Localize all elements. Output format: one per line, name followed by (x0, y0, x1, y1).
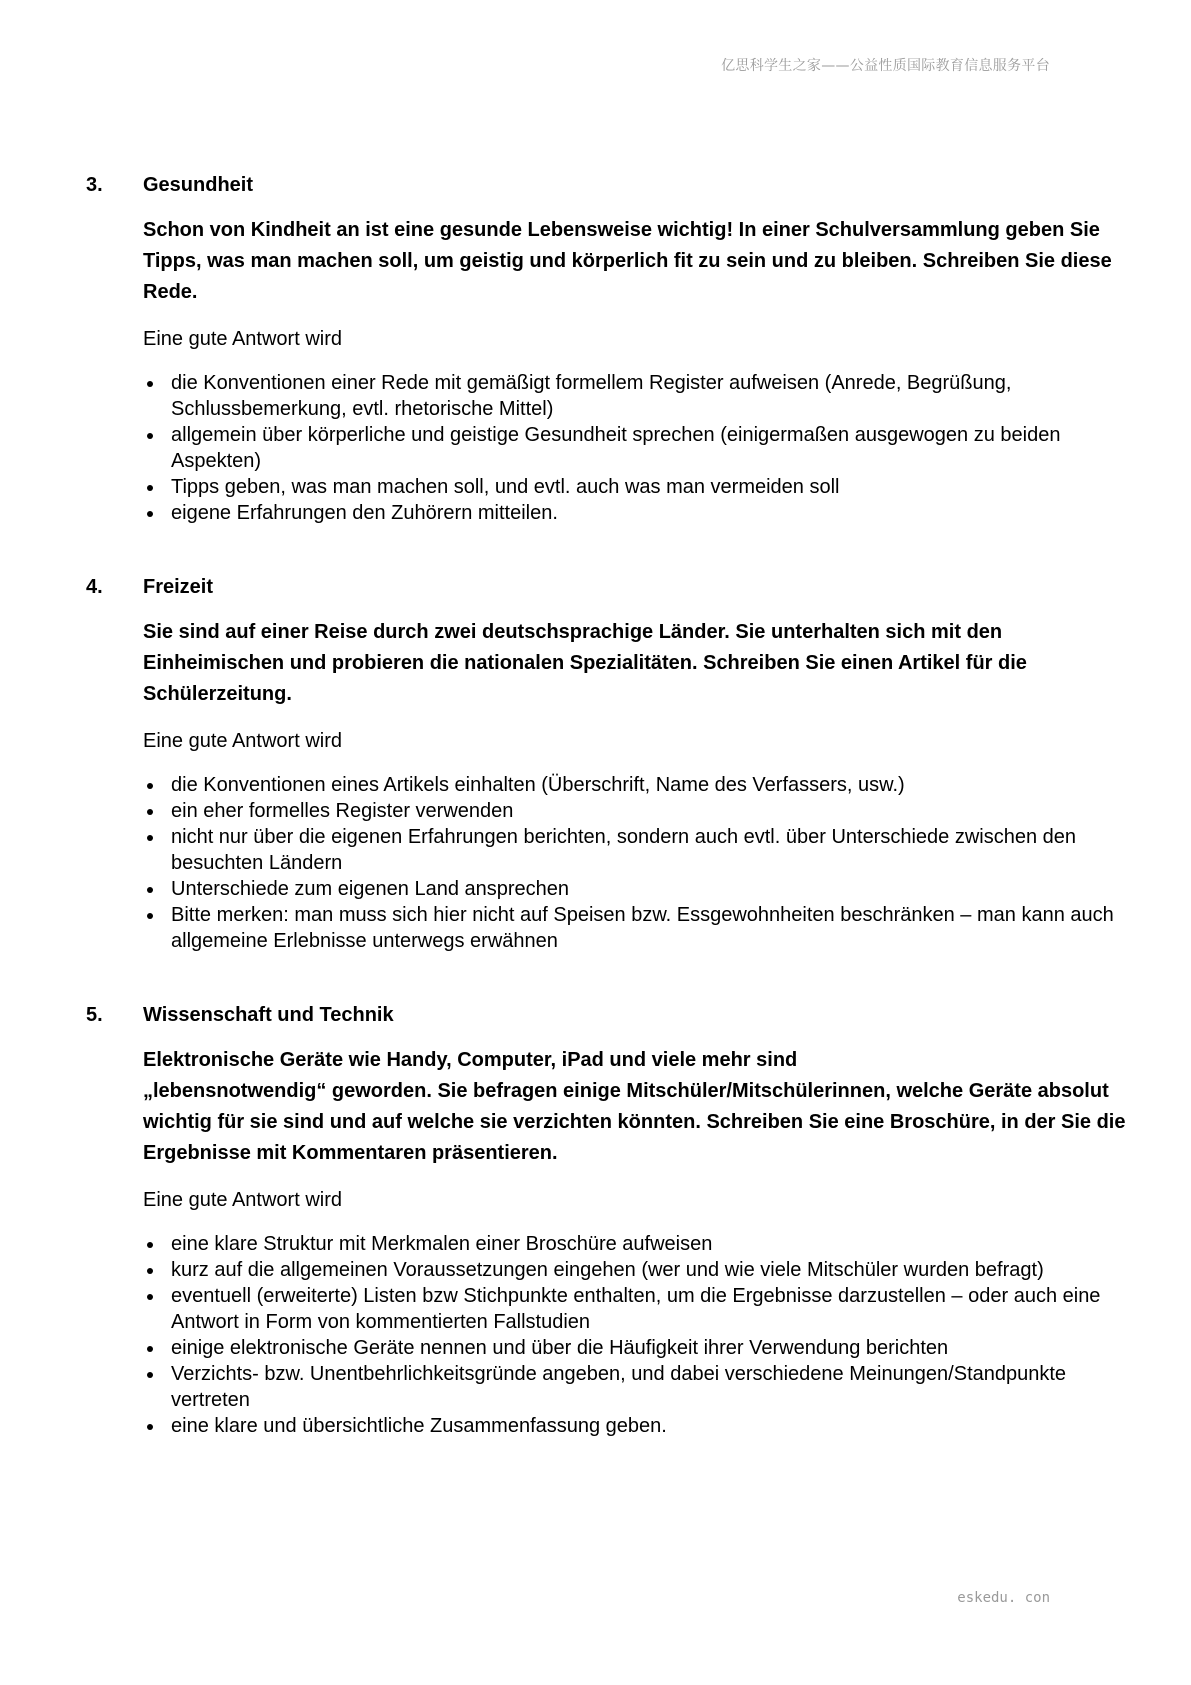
section-wissenschaft-technik (86, 1000, 1126, 1439)
section-body (143, 215, 1126, 526)
list-item: eventuell (erweiterte) Listen bzw Stichpunkte enthalten, um die Ergebnisse darzustellen – oder auch eine Antwort in Form von kommentierten Fallstudien (143, 1283, 1126, 1335)
section-heading (86, 572, 1126, 602)
task-prompt (143, 1045, 1126, 1169)
list-item: eine klare und übersichtliche Zusammenfassung geben. (143, 1413, 1126, 1439)
list-item: Unterschiede zum eigenen Land ansprechen (143, 876, 1126, 902)
section-number: 4. (86, 576, 103, 598)
list-item: Verzichts- bzw. Unentbehrlichkeitsgründe angeben, und dabei verschiedene Meinungen/Standpunkte vertreten (143, 1361, 1126, 1413)
section-number: 3. (86, 174, 103, 196)
list-item: eigene Erfahrungen den Zuhörern mitteilen. (143, 500, 1126, 526)
list-item: Tipps geben, was man machen soll, und evtl. auch was man vermeiden soll (143, 474, 1126, 500)
criteria-list (143, 1231, 1126, 1439)
answer-intro: Eine gute Antwort wird (143, 730, 342, 752)
section-freizeit (86, 572, 1126, 954)
section-number: 5. (86, 1004, 103, 1026)
list-item: eine klare Struktur mit Merkmalen einer Broschüre aufweisen (143, 1231, 1126, 1257)
task-prompt: Sie sind auf einer Reise durch zwei deutschsprachige Länder. Sie unterhalten sich mit den Einheimischen und probieren die nationalen Spezialitäten. Schreiben Sie einen Artikel für die Schülerzeitung. (143, 621, 1027, 705)
criteria-list (143, 772, 1126, 954)
list-item: nicht nur über die eigenen Erfahrungen berichten, sondern auch evtl. über Unterschiede zwischen den besuchten Ländern (143, 824, 1126, 876)
section-heading (86, 170, 1126, 200)
list-item: ein eher formelles Register verwenden (143, 798, 1126, 824)
footer-watermark: eskedu. con (957, 1590, 1050, 1606)
document-content (86, 170, 1126, 1485)
list-item: die Konventionen eines Artikels einhalten (Überschrift, Name des Verfassers, usw.) (143, 772, 1126, 798)
header-watermark: 亿思科学生之家——公益性质国际教育信息服务平台 (721, 58, 1050, 74)
list-item: allgemein über körperliche und geistige Gesundheit sprechen (einigermaßen ausgewogen zu beiden Aspekten) (143, 422, 1126, 474)
section-title: Gesundheit (143, 174, 254, 196)
list-item: Bitte merken: man muss sich hier nicht auf Speisen bzw. Essgewohnheiten beschränken – man kann auch allgemeine Erlebnisse unterwegs erwähnen (143, 902, 1126, 954)
task-prompt: Schon von Kindheit an ist eine gesunde Lebensweise wichtig! In einer Schulversammlung geben Sie Tipps, was man machen soll, um geistig und körperlich fit zu sein und zu bleiben. Schreiben Sie diese Rede. (143, 219, 1112, 303)
list-item: die Konventionen einer Rede mit gemäßigt formellem Register aufweisen (Anrede, Begrüßung, Schlussbemerkung, evtl. rhetorische Mittel) (143, 370, 1126, 422)
section-heading (86, 1000, 1126, 1030)
list-item: einige elektronische Geräte nennen und über die Häufigkeit ihrer Verwendung berichten (143, 1335, 1126, 1361)
section-gesundheit (86, 170, 1126, 526)
list-item: kurz auf die allgemeinen Voraussetzungen eingehen (wer und wie viele Mitschüler wurden befragt) (143, 1257, 1126, 1283)
task-line: Elektronische Geräte wie Handy, Computer, iPad und viele mehr sind (143, 1049, 798, 1071)
section-body (143, 617, 1126, 954)
answer-intro: Eine gute Antwort wird (143, 328, 342, 350)
section-title: Freizeit (143, 576, 214, 598)
section-title: Wissenschaft und Technik (143, 1004, 394, 1026)
criteria-list (143, 370, 1126, 526)
section-body (143, 1045, 1126, 1439)
answer-intro: Eine gute Antwort wird (143, 1189, 342, 1211)
task-line: „lebensnotwendig“ geworden. Sie befragen einige Mitschüler/Mitschülerinnen, welche Geräte absolut wichtig für sie sind und auf welche sie verzichten könnten. Schreiben Sie eine Broschüre, in der Sie die Ergebnisse mit Kommentaren präsentieren. (143, 1080, 1126, 1164)
